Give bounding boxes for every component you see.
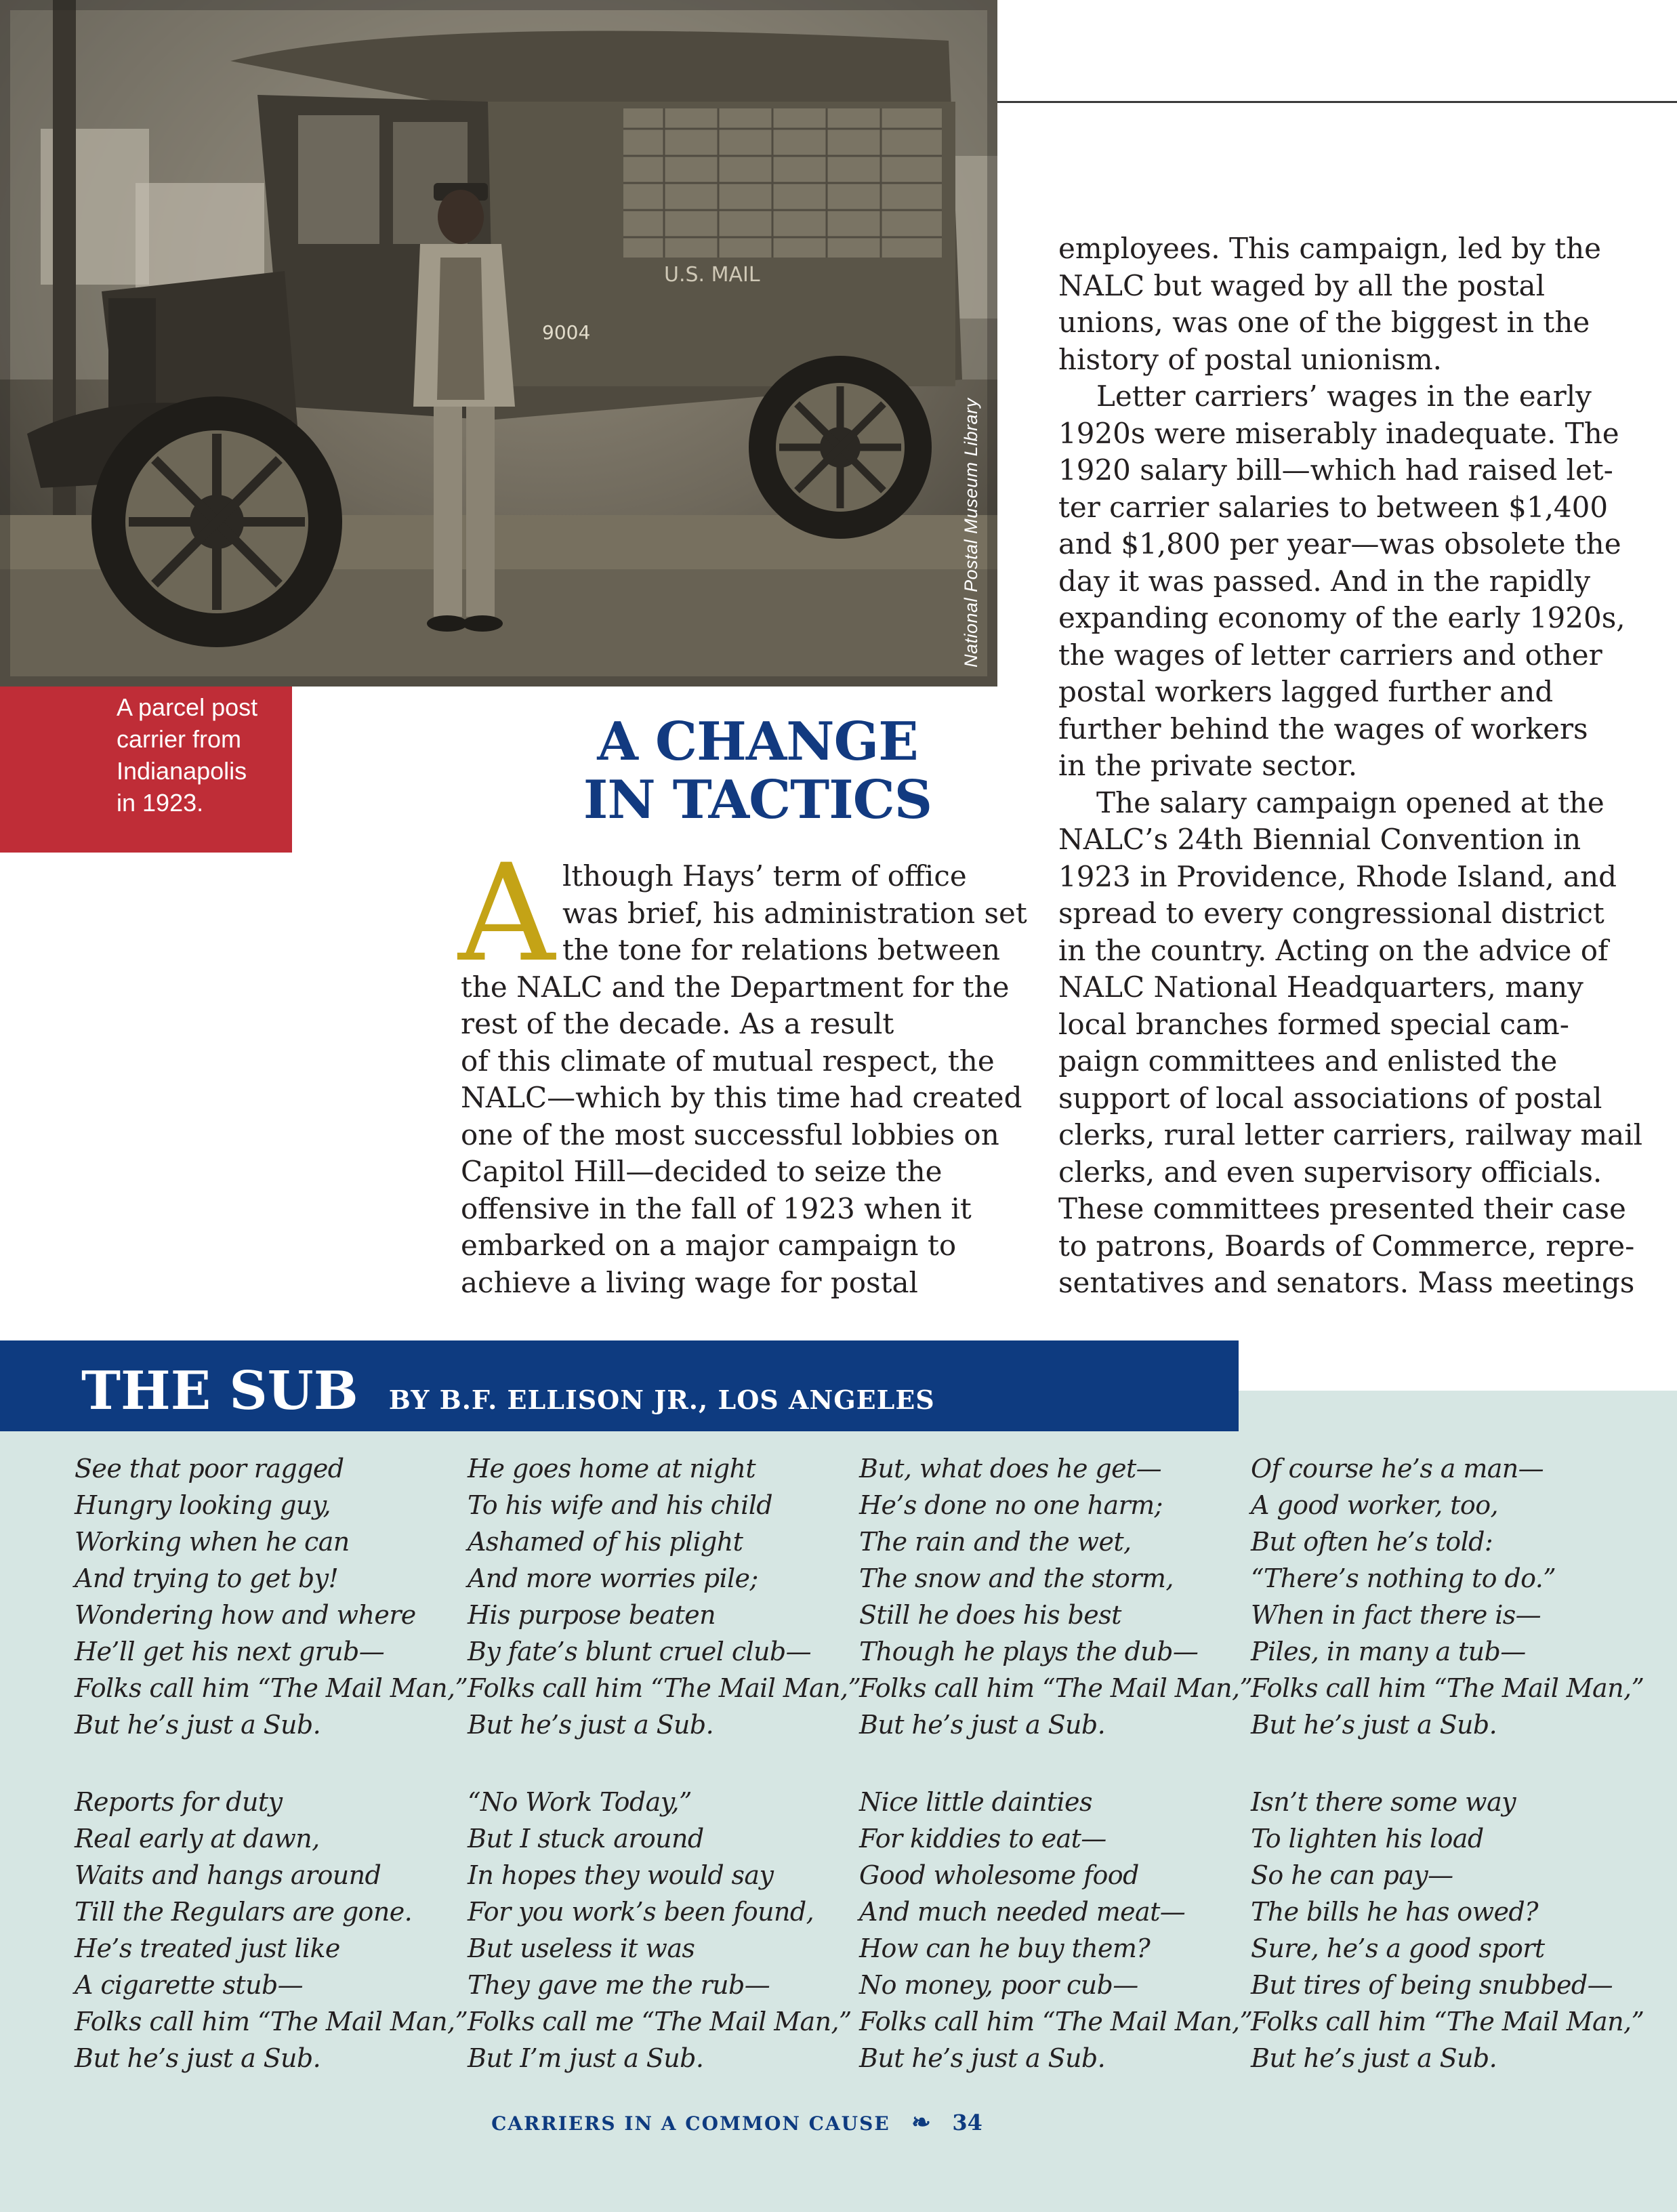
- poem-title: [81, 1361, 935, 1431]
- text-line: lthough Hays’ term of office: [562, 859, 967, 893]
- poem-line: To his wife and his child: [468, 1490, 772, 1520]
- poem-line: Still he does his best: [859, 1600, 1121, 1630]
- poem-line: Nice little dainties: [859, 1787, 1092, 1817]
- poem-line: He’ll get his next grub—: [75, 1637, 385, 1666]
- text-line: to patrons, Boards of Commerce, repre-: [1058, 1229, 1635, 1263]
- poem-line: But he’s just a Sub.: [468, 1710, 714, 1740]
- text-line: NALC but waged by all the postal: [1058, 268, 1546, 302]
- heading-line: IN TACTICS: [583, 769, 932, 831]
- poem-line: How can he buy them?: [859, 1933, 1151, 1963]
- poem-line: Hungry looking guy,: [75, 1490, 331, 1520]
- poem-stanza: [1251, 1784, 1644, 2076]
- section-heading: [527, 713, 988, 830]
- poem-line: But I stuck around: [468, 1824, 704, 1853]
- poem-line: Good wholesome food: [859, 1860, 1139, 1890]
- rear-wheel: [749, 356, 932, 539]
- text-line: postal workers lagged further and: [1058, 675, 1554, 708]
- text-line: in the private sector.: [1058, 749, 1358, 782]
- photo-credit: National Postal Museum Library: [961, 398, 981, 668]
- text-line: embarked on a major campaign to: [461, 1229, 957, 1262]
- text-line: further behind the wages of workers: [1058, 712, 1588, 745]
- text-line: NALC’s 24th Biennial Convention in: [1058, 823, 1581, 856]
- text-line: 1923 in Providence, Rhode Island, and: [1058, 859, 1617, 893]
- poem-line: Of course he’s a man—: [1251, 1454, 1544, 1483]
- text-line: These committees presented their case: [1058, 1192, 1626, 1225]
- poem-line: In hopes they would say: [468, 1860, 774, 1890]
- text-line: unions, was one of the biggest in the: [1058, 306, 1590, 339]
- text-line: expanding economy of the early 1920s,: [1058, 601, 1626, 634]
- caption-line: carrier from: [117, 725, 242, 753]
- poem-line: The bills he has owed?: [1251, 1897, 1538, 1927]
- poem-line: Folks call him “The Mail Man,”: [468, 1673, 861, 1703]
- poem-line: Working when he can: [75, 1527, 350, 1557]
- poem-line: The rain and the wet,: [859, 1527, 1132, 1557]
- front-wheel: [91, 396, 342, 647]
- poem-line: Folks call him “The Mail Man,”: [1251, 2007, 1644, 2036]
- poem-stanza: [1251, 1450, 1644, 1743]
- caption-line: A parcel post: [117, 693, 258, 721]
- text-line: one of the most successful lobbies on: [461, 1118, 999, 1151]
- text-line: and $1,800 per year—was obsolete the: [1058, 527, 1621, 560]
- text-line: sentatives and senators. Mass meetings: [1058, 1266, 1635, 1299]
- text-line: achieve a living wage for postal: [461, 1265, 918, 1299]
- poem-line: He’s treated just like: [75, 1933, 340, 1963]
- text-line: support of local associations of postal: [1058, 1081, 1602, 1115]
- poem-line: Folks call him “The Mail Man,”: [75, 1673, 468, 1703]
- poem-line: The snow and the storm,: [859, 1563, 1174, 1593]
- poem-stanza: [468, 1784, 852, 2076]
- top-rule: [997, 101, 1677, 103]
- poem-line: But useless it was: [468, 1933, 695, 1963]
- text-line: history of postal unionism.: [1058, 342, 1442, 376]
- poem-line: Sure, he’s a good sport: [1251, 1933, 1545, 1963]
- photo-illustration: [0, 0, 997, 687]
- poem-title-text: THE SUB: [81, 1360, 358, 1422]
- poem-line: Piles, in many a tub—: [1251, 1637, 1526, 1666]
- poem-line: And trying to get by!: [75, 1563, 339, 1593]
- page-number: 34: [952, 2110, 982, 2135]
- text-line: day it was passed. And in the rapidly: [1058, 564, 1591, 598]
- poem-line: Folks call me “The Mail Man,”: [468, 2007, 852, 2036]
- poem-line: No money, poor cub—: [859, 1970, 1138, 2000]
- poem-line: But he’s just a Sub.: [75, 1710, 321, 1740]
- poem-line: But often he’s told:: [1251, 1527, 1493, 1557]
- poem-line: But he’s just a Sub.: [1251, 2043, 1497, 2073]
- page-footer: [0, 2109, 1677, 2136]
- text-line: NALC National Headquarters, many: [1058, 970, 1583, 1004]
- poem-line: But he’s just a Sub.: [1251, 1710, 1497, 1740]
- poem-line: But he’s just a Sub.: [75, 2043, 321, 2073]
- text-line: of this climate of mutual respect, the: [461, 1044, 995, 1078]
- text-line: NALC—which by this time had created: [461, 1081, 1022, 1114]
- leaf-ornament-icon: ❧: [911, 2109, 931, 2136]
- poem-line: He goes home at night: [468, 1454, 756, 1483]
- poem-line: “There’s nothing to do.”: [1251, 1563, 1556, 1593]
- photo-parcel-post-carrier: [0, 0, 997, 687]
- text-line: clerks, and even supervisory officials.: [1058, 1155, 1602, 1189]
- text-line: The salary campaign opened at the: [1096, 785, 1604, 819]
- poem-line: See that poor ragged: [75, 1454, 344, 1483]
- poem-line: Isn’t there some way: [1251, 1787, 1516, 1817]
- text-line: rest of the decade. As a result: [461, 1007, 894, 1040]
- text-line: in the country. Acting on the advice of: [1058, 933, 1609, 967]
- poem-line: And more worries pile;: [468, 1563, 758, 1593]
- poem-line: Real early at dawn,: [75, 1824, 320, 1853]
- text-line: clerks, rural letter carriers, railway mail: [1058, 1118, 1643, 1151]
- poem-line: Though he plays the dub—: [859, 1637, 1199, 1666]
- poem-line: And much needed meat—: [859, 1897, 1186, 1927]
- text-line: was brief, his administration set: [562, 896, 1027, 930]
- caption-line: in 1923.: [117, 789, 204, 817]
- article-column-right: [1058, 230, 1655, 1302]
- text-line: spread to every congressional district: [1058, 897, 1604, 930]
- text-line: 1920 salary bill—which had raised let-: [1058, 453, 1613, 487]
- heading-line: A CHANGE: [597, 711, 918, 773]
- poem-stanza: [468, 1450, 861, 1743]
- text-line: offensive in the fall of 1923 when it: [461, 1191, 972, 1225]
- text-line: paign committees and enlisted the: [1058, 1044, 1558, 1078]
- poem-line: A good worker, too,: [1251, 1490, 1498, 1520]
- text-line: the NALC and the Department for the: [461, 970, 1010, 1004]
- poem-stanza: [75, 1784, 468, 2076]
- text-line: employees. This campaign, led by the: [1058, 232, 1602, 265]
- poem-line: Till the Regulars are gone.: [75, 1897, 413, 1927]
- poem-line: Reports for duty: [75, 1787, 283, 1817]
- poem-line: When in fact there is—: [1251, 1600, 1541, 1630]
- poem-line: For kiddies to eat—: [859, 1824, 1106, 1853]
- poem-line: They gave me the rub—: [468, 1970, 770, 2000]
- poem-stanza: [859, 1784, 1253, 2076]
- poem-stanza: [859, 1450, 1253, 1743]
- poem-line: But tires of being snubbed—: [1251, 1970, 1613, 2000]
- text-line: 1920s were miserably inadequate. The: [1058, 416, 1619, 450]
- poem-line: For you work’s been found,: [468, 1897, 814, 1927]
- poem-line: So he can pay—: [1251, 1860, 1453, 1890]
- poem-line: He’s done no one harm;: [859, 1490, 1163, 1520]
- footer-title: CARRIERS IN A COMMON CAUSE: [491, 2112, 890, 2135]
- text-line: the wages of letter carriers and other: [1058, 638, 1602, 672]
- truck-number: 9004: [542, 321, 591, 344]
- poem-line: His purpose beaten: [468, 1600, 716, 1630]
- text-line: the tone for relations between: [562, 933, 1001, 966]
- text-line: local branches formed special cam-: [1058, 1007, 1569, 1041]
- text-line: Capitol Hill—decided to seize the: [461, 1155, 943, 1188]
- poem-line: A cigarette stub—: [75, 1970, 304, 2000]
- drop-cap: A: [458, 835, 555, 991]
- photo-caption: [117, 691, 279, 819]
- poem-line: But I’m just a Sub.: [468, 2043, 704, 2073]
- poem-line: Folks call him “The Mail Man,”: [859, 1673, 1253, 1703]
- caption-line: Indianapolis: [117, 757, 247, 785]
- poem-stanza: [75, 1450, 468, 1743]
- poem-line: Folks call him “The Mail Man,”: [75, 2007, 468, 2036]
- truck-lettering: U.S. MAIL: [664, 263, 760, 287]
- poem-line: Ashamed of his plight: [468, 1527, 743, 1557]
- poem-line: By fate’s blunt cruel club—: [468, 1637, 812, 1666]
- poem-byline: BY B.F. ELLISON JR., LOS ANGELES: [388, 1385, 935, 1415]
- poem-line: Waits and hangs around: [75, 1860, 381, 1890]
- poem-line: Folks call him “The Mail Man,”: [1251, 1673, 1644, 1703]
- poem-line: But he’s just a Sub.: [859, 1710, 1106, 1740]
- poem-line: Folks call him “The Mail Man,”: [859, 2007, 1253, 2036]
- poem-line: “No Work Today,”: [468, 1787, 692, 1817]
- poem-line: Wondering how and where: [75, 1600, 416, 1630]
- poem-line: But he’s just a Sub.: [859, 2043, 1106, 2073]
- text-line: Letter carriers’ wages in the early: [1096, 380, 1592, 413]
- article-column-left: [461, 858, 1027, 1301]
- poem-line: To lighten his load: [1251, 1824, 1484, 1853]
- poem-line: But, what does he get—: [859, 1454, 1162, 1483]
- text-line: ter carrier salaries to between $1,400: [1058, 490, 1609, 524]
